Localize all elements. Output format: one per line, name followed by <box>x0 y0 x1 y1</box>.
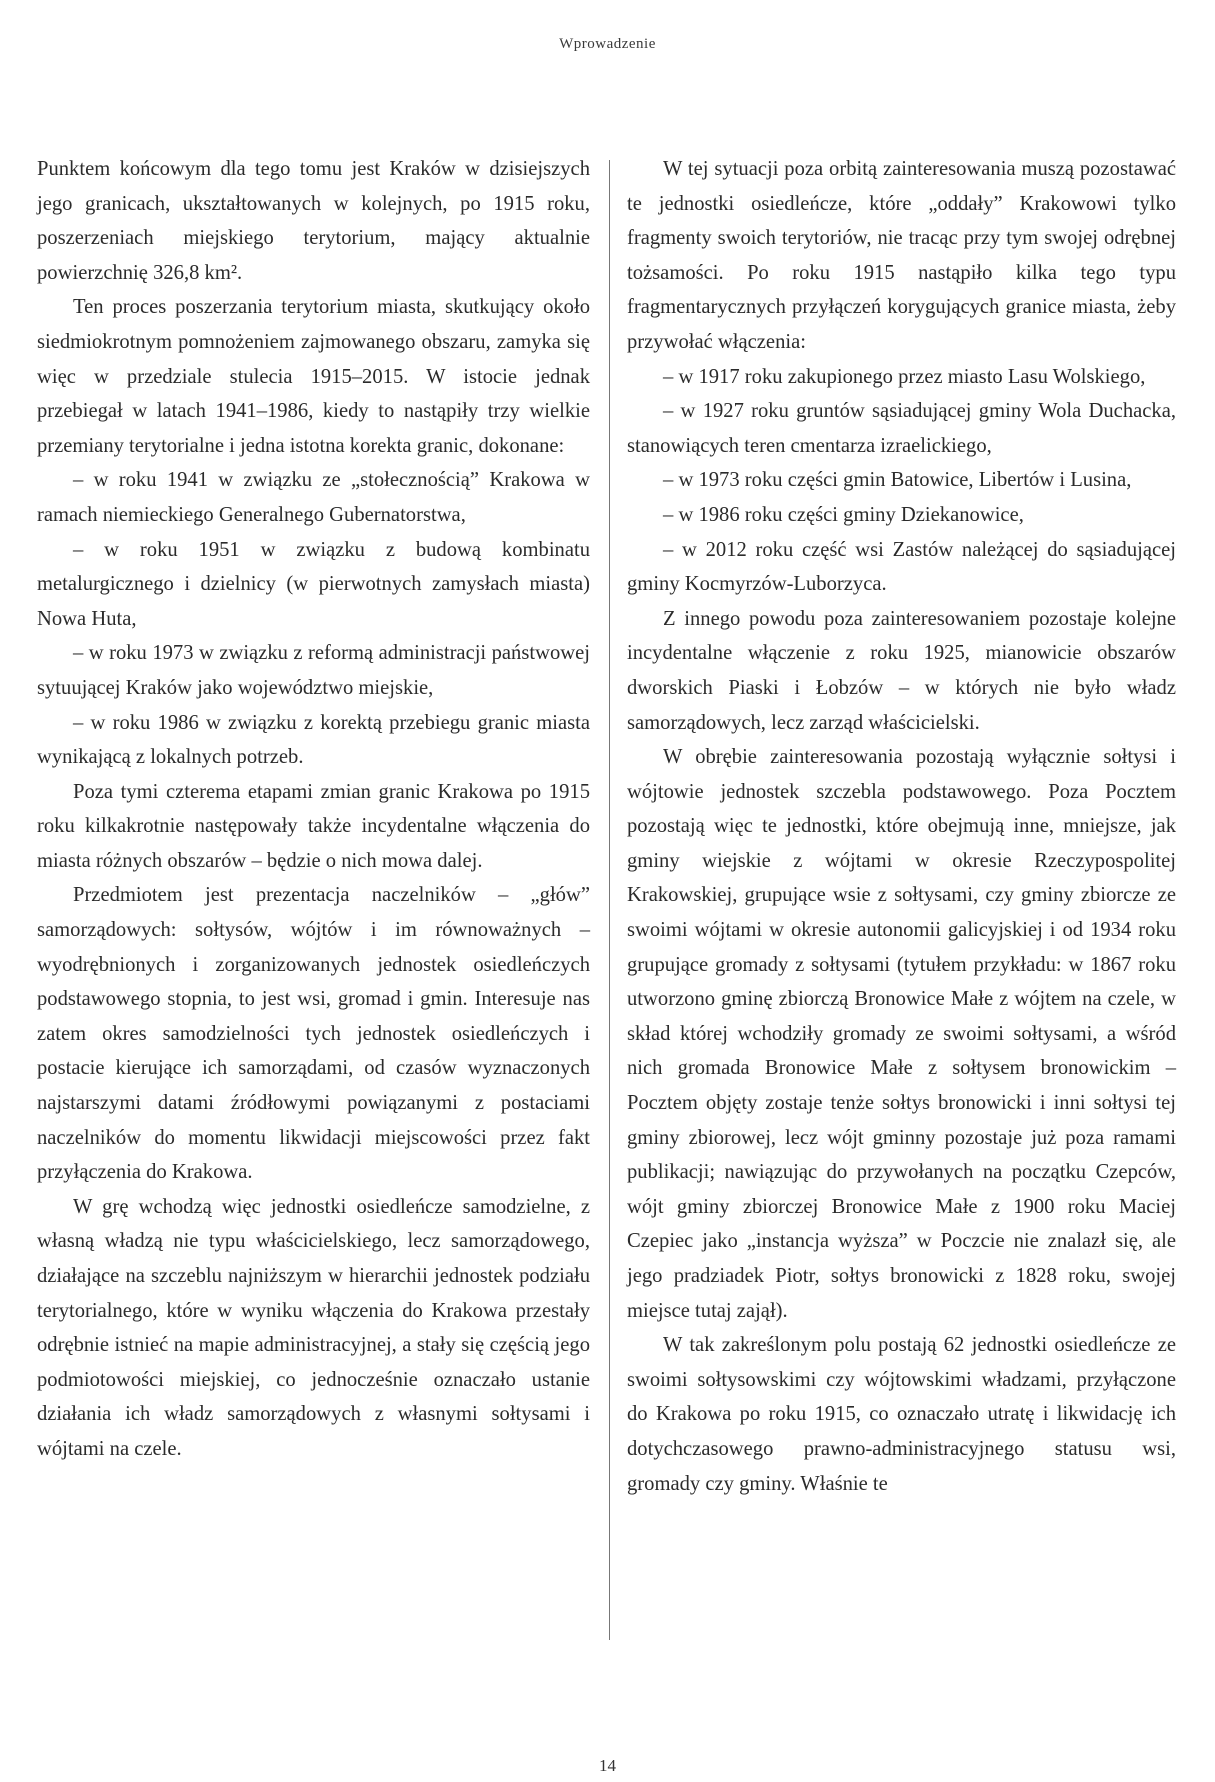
left-column <box>37 152 590 1467</box>
running-head: Wprowadzenie <box>559 36 656 52</box>
paragraph: Punktem końcowym dla tego tomu jest Kraków w dzisiejszych jego granicach, ukształtowanych w kolejnych, po 1915 roku, poszerzeniach miejskiego terytorium, mający aktualnie powierzchnię 326,8 km². <box>37 158 590 284</box>
paragraph: W obrębie zainteresowania pozostają wyłącznie sołtysi i wójtowie jednostek szczebla podstawowego. Poza Pocztem pozostają więc te jednostki, które obejmują inne, mniejsze, jak gminy wiejskie z wójtami w okresie Rzeczypospolitej Krakowskiej, grupujące wsie z sołtysami, czy gminy zbiorcze ze swoimi wójtami w okresie autonomii galicyjskiej i od 1934 roku grupujące gromady z sołtysami (tytułem przykładu: w 1867 roku utworzono gminę zbiorczą Bronowice Małe z wójtem na czele, w skład której wchodziły gromady ze swoimi sołtysami, a wśród nich gromada Bronowice Małe z sołtysem bronowickim – Pocztem objęty zostaje tenże sołtys bronowicki i inni sołtysi tej gminy zbiorowej, lecz wójt gminny pozostaje już poza ramami publikacji; nawiązując do przywołanych na początku Czepców, wójt gminy zbiorczej Bronowice Małe z 1900 roku Maciej Czepiec jako „instancja wyższa” w Poczcie nie znalazł się, ale jego pradziadek Piotr, sołtys bronowicki z 1828 roku, swojej miejsce tutaj zajął). <box>627 746 1176 1322</box>
paragraph: W tak zakreślonym polu postają 62 jednostki osiedleńcze ze swoimi sołtysowskimi czy wójtowskimi władzami, przyłączone do Krakowa po roku 1915, co oznaczało utratę i likwidację ich dotychczasowego prawno-administracyjnego statusu wsi, gromady czy gminy. Właśnie te <box>627 1334 1176 1495</box>
list-item: – w roku 1941 w związku ze „stołecznością” Krakowa w ramach niemieckiego Generalnego Gubernatorstwa, <box>37 469 590 526</box>
list-item: – w roku 1986 w związku z korektą przebiegu granic miasta wynikającą z lokalnych potrzeb. <box>37 711 590 769</box>
list-item: – w roku 1973 w związku z reformą administracji państwowej sytuującej Kraków jako województwo miejskie, <box>37 642 590 699</box>
list-item: – w 2012 roku część wsi Zastów należącej do sąsiadującej gminy Kocmyrzów-Luborzyca. <box>627 538 1176 596</box>
list-item: – w 1973 roku części gmin Batowice, Libertów i Lusina, <box>663 469 1132 492</box>
paragraph: W grę wchodzą więc jednostki osiedleńcze samodzielne, z własną władzą nie typu właścicielskiego, lecz samorządowego, działające na szczeblu najniższym w hierarchii jednostek podziału terytorialnego, które w wyniku włączenia do Krakowa przestały odrębnie istnieć na mapie administracyjnej, a stały się częścią jego podmiotowości miejskiej, co jednocześnie oznaczało ustanie działania ich władz samorządowych z własnymi sołtysami i wójtami na czele. <box>37 1195 590 1460</box>
list-item: – w 1986 roku części gminy Dziekanowice, <box>663 503 1024 526</box>
paragraph: Poza tymi czterema etapami zmian granic Krakowa po 1915 roku kilkakrotnie następowały także incydentalne włączenia do miasta różnych obszarów – będzie o nich mowa dalej. <box>37 780 590 872</box>
list-item: – w roku 1951 w związku z budową kombinatu metalurgicznego i dzielnicy (w pierwotnych zamysłach miasta) Nowa Huta, <box>37 538 590 630</box>
page-number: 14 <box>599 1756 616 1775</box>
paragraph: Ten proces poszerzania terytorium miasta, skutkujący około siedmiokrotnym pomnożeniem zajmowanego obszaru, zamyka się więc w przedziale stulecia 1915–2015. W istocie jednak przebiegał w latach 1941–1986, kiedy to nastąpiły trzy wielkie przemiany terytorialne i jedna istotna korekta granic, dokonane: <box>37 296 590 457</box>
list-item: – w 1927 roku gruntów sąsiadującej gminy Wola Duchacka, stanowiących teren cmentarza izraelickiego, <box>627 400 1176 457</box>
paragraph: W tej sytuacji poza orbitą zainteresowania muszą pozostawać te jednostki osiedleńcze, które „oddały” Krakowowi tylko fragmenty swoich terytoriów, nie tracąc przy tym swojej odrębnej tożsamości. Po roku 1915 nastąpiło kilka tego typu fragmentarycznych przyłączeń korygujących granice miasta, żeby przywołać włączenia: <box>627 158 1176 353</box>
list-item: – w 1917 roku zakupionego przez miasto Lasu Wolskiego, <box>663 365 1146 388</box>
paragraph: Przedmiotem jest prezentacja naczelników – „głów” samorządowych: sołtysów, wójtów i im równoważnych – wyodrębnionych i zorganizowanych jednostek osiedleńczych podstawowego stopnia, to jest wsi, gromad i gmin. Interesuje nas zatem okres samodzielności tych jednostek osiedleńczych i postacie kierujące ich samorządami, od czasów wyznaczonych najstarszymi datami źródłowymi powiązanymi z postaciami naczelników do momentu likwidacji miejscowości przez fakt przyłączenia do Krakowa. <box>37 884 590 1184</box>
paragraph: Z innego powodu poza zainteresowaniem pozostaje kolejne incydentalne włączenie z roku 1925, mianowicie obszarów dworskich Piaski i Łobzów – w których nie było władz samorządowych, lecz zarząd właścicielski. <box>627 607 1176 734</box>
right-column <box>627 152 1176 1501</box>
column-divider <box>609 160 610 1640</box>
